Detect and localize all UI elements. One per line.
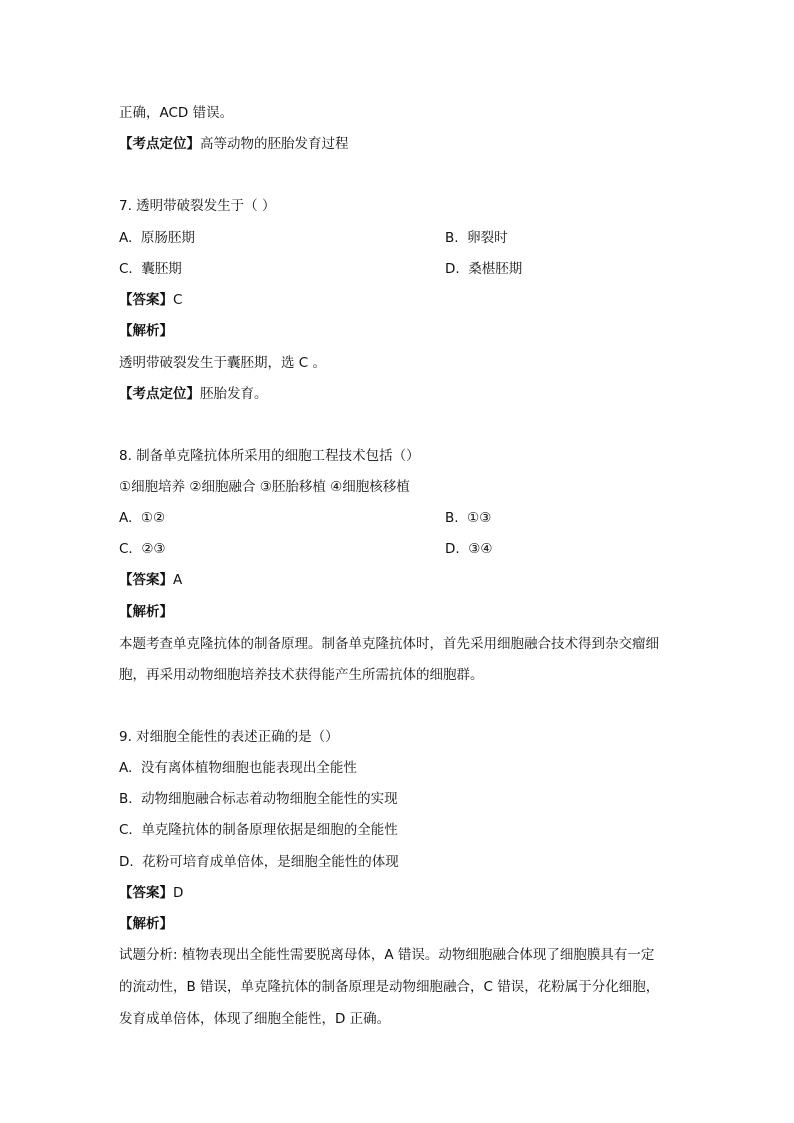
option-label: B.: [119, 791, 133, 807]
q9-answer: [119, 884, 183, 902]
q7-option-c: [119, 260, 182, 278]
q7-option-d: [445, 260, 522, 278]
q9-option-a: [119, 759, 357, 777]
option-label: D.: [445, 541, 460, 557]
option-label: D.: [445, 261, 460, 277]
q8-analysis-line-2: 胞，再采用动物细胞培养技术获得能产生所需抗体的细胞群。: [119, 667, 484, 683]
option-text: 卵裂时: [467, 230, 508, 246]
option-label: C.: [119, 541, 133, 557]
q8-answer: [119, 571, 182, 589]
option-text: 花粉可培育成单倍体，是细胞全能性的体现: [142, 854, 399, 870]
q9-analysis-line-1: 试题分析: 植物表现出全能性需要脱离母体，A 错误。动物细胞融合体现了细胞膜具有一定: [119, 947, 655, 963]
answer-tag: 【答案】: [119, 572, 173, 588]
option-label: C.: [119, 261, 133, 277]
q8-stem: 8. 制备单克隆抗体所采用的细胞工程技术包括（）: [119, 448, 420, 464]
option-text: 桑椹胚期: [468, 261, 523, 277]
q8-option-d: [445, 540, 493, 558]
answer-value: D: [173, 885, 184, 901]
option-label: A.: [119, 760, 133, 776]
q9-option-b: [119, 790, 398, 808]
q8-option-b: [445, 509, 491, 527]
q9-option-c: [119, 821, 398, 839]
kaodian-text: 胚胎发育。: [200, 386, 268, 402]
q7-option-b: [445, 229, 508, 247]
q9-analysis-line-3: 发育成单倍体，体现了细胞全能性，D 正确。: [119, 1011, 391, 1027]
answer-tag: 【答案】: [119, 292, 173, 308]
answer-value: A: [173, 572, 183, 588]
option-text: 单克隆抗体的制备原理依据是细胞的全能性: [141, 822, 398, 838]
q7-analysis-text: 透明带破裂发生于囊胚期，选 C 。: [119, 355, 327, 371]
option-label: D.: [119, 854, 134, 870]
q7-option-a: [119, 229, 195, 247]
option-label: B.: [445, 230, 459, 246]
q9-analysis-line-2: 的流动性，B 错误，单克隆抗体的制备原理是动物细胞融合，C 错误，花粉属于分化细胞，: [119, 979, 660, 995]
analysis-tag: 【解析】: [119, 604, 173, 620]
intro-tail-text: 正确，ACD 错误。: [119, 105, 234, 121]
q9-analysis-tag: [119, 915, 173, 933]
option-label: A.: [119, 230, 133, 246]
analysis-tag: 【解析】: [119, 916, 173, 932]
q7-analysis-tag: [119, 322, 173, 340]
option-text: 原肠胚期: [140, 230, 195, 246]
q7-answer: [119, 291, 182, 309]
q9-option-d: [119, 853, 399, 871]
option-text: ③④: [468, 541, 493, 557]
option-text: ②③: [141, 541, 166, 557]
kaodian-text: 高等动物的胚胎发育过程: [200, 136, 349, 152]
option-text: ①③: [467, 510, 492, 526]
answer-tag: 【答案】: [119, 885, 173, 901]
option-text: 囊胚期: [141, 261, 182, 277]
option-label: B.: [445, 510, 459, 526]
option-label: C.: [119, 822, 133, 838]
q7-kaodian: [119, 385, 268, 403]
q9-stem: 9. 对细胞全能性的表述正确的是（）: [119, 729, 339, 745]
kaodian-tag: 【考点定位】: [119, 136, 200, 152]
q8-items: ①细胞培养 ②细胞融合 ③胚胎移植 ④细胞核移植: [119, 479, 410, 495]
option-text: 没有离体植物细胞也能表现出全能性: [140, 760, 357, 776]
q8-analysis-tag: [119, 603, 173, 621]
q8-option-c: [119, 540, 166, 558]
answer-value: C: [173, 292, 183, 308]
analysis-tag: 【解析】: [119, 323, 173, 339]
q8-option-a: [119, 509, 165, 527]
option-text: 动物细胞融合标志着动物细胞全能性的实现: [141, 791, 398, 807]
q7-stem: 7. 透明带破裂发生于（ ）: [119, 198, 276, 214]
q8-analysis-line-1: 本题考查单克隆抗体的制备原理。制备单克隆抗体时，首先采用细胞融合技术得到杂交瘤细: [119, 636, 659, 652]
intro-kaodian: [119, 135, 349, 153]
option-text: ①②: [140, 510, 166, 526]
option-label: A.: [119, 510, 133, 526]
kaodian-tag: 【考点定位】: [119, 386, 200, 402]
